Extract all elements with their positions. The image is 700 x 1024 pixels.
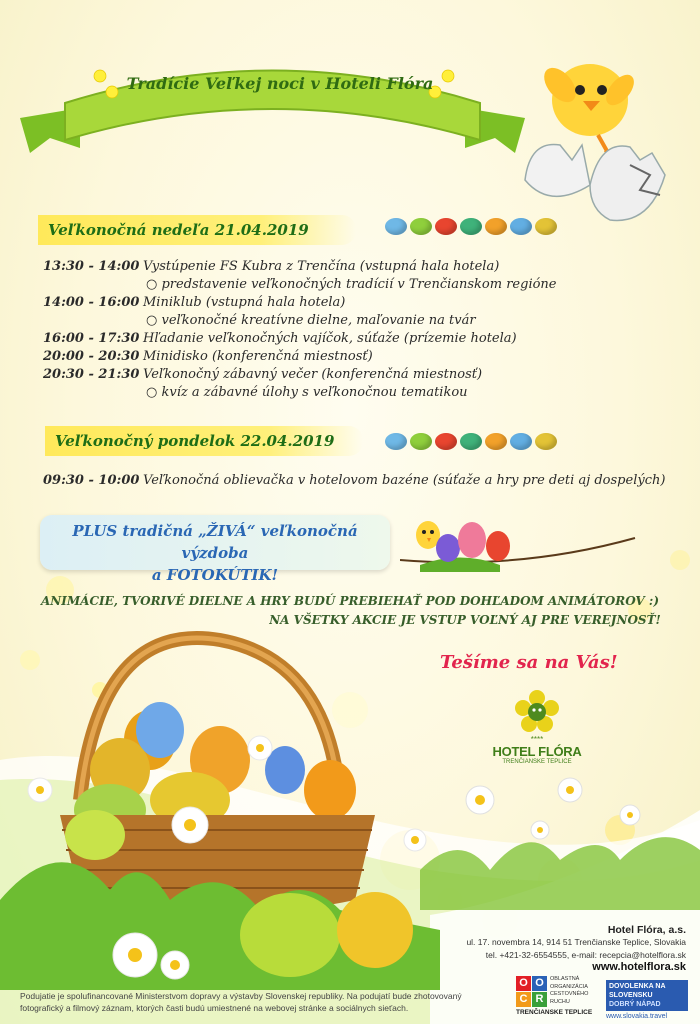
easter-egg-icon xyxy=(510,218,532,235)
oocr-town: TRENČIANSKE TEPLICE xyxy=(516,1009,593,1016)
egg-row xyxy=(385,218,557,235)
easter-egg-icon xyxy=(510,433,532,450)
company-website[interactable]: www.hotelflora.sk xyxy=(592,961,686,973)
easter-egg-icon xyxy=(385,433,407,450)
schedule-activity: ○ kvíz a zábavné úlohy s veľkonočnou tematikou xyxy=(146,385,468,400)
footer-note: Podujatie je spolufinancované Ministerstvom dopravy a výstavby Slovenskej republiky. Na podujatí bude zhotovovaný fotografický a filmový záznam, ktorých časti budú umiestnené na webovej stránke a sociálnych sieťach. xyxy=(20,991,462,1013)
sunday-header-label: Veľkonočná nedeľa 21.04.2019 xyxy=(48,221,309,239)
schedule-row xyxy=(43,472,683,490)
oocr-text-4: RUCHU xyxy=(550,998,570,1005)
flower-logo-icon xyxy=(514,690,560,734)
hotel-logo-stars: **** xyxy=(530,735,544,744)
easter-egg-icon xyxy=(435,433,457,450)
egg-row xyxy=(385,433,557,450)
hotel-logo-name: HOTEL FLÓRA xyxy=(492,744,582,759)
monday-header xyxy=(45,426,363,456)
dovolenka-web[interactable]: www.slovakia.travel xyxy=(606,1013,668,1020)
oocr-text-3: CESTOVNÉHO xyxy=(550,991,589,997)
easter-egg-icon xyxy=(435,218,457,235)
notice-line-2: NA VŠETKY AKCIE JE VSTUP VOĽNÝ AJ PRE VEREJNOSŤ! xyxy=(269,613,661,627)
schedule-activity: Vystúpenie FS Kubra z Trenčína (vstupná hala hotela) xyxy=(143,259,500,274)
schedule-activity: ○ predstavenie veľkonočných tradícií v Trenčianskom regióne xyxy=(146,277,557,292)
schedule-row xyxy=(43,294,663,312)
notice-line-1: ANIMÁCIE, TVORIVÉ DIELNE A HRY BUDÚ PREBIEHAŤ POD DOHĽADOM ANIMÁTOROV :) xyxy=(40,594,660,608)
schedule-time: 13:30 - 14:00 xyxy=(43,259,140,274)
easter-egg-icon xyxy=(460,433,482,450)
sunday-schedule xyxy=(43,258,663,402)
dovolenka-line-2: SLOVENSKU xyxy=(609,992,653,999)
easter-egg-icon xyxy=(460,218,482,235)
dovolenka-line-1: DOVOLENKA NA xyxy=(609,983,666,990)
schedule-time: 16:00 - 17:30 xyxy=(43,331,140,346)
schedule-time: 20:00 - 20:30 xyxy=(43,349,140,364)
easter-egg-icon xyxy=(410,433,432,450)
schedule-row xyxy=(43,330,663,348)
dovolenka-line-3: DOBRÝ NÁPAD xyxy=(609,1001,661,1008)
schedule-time: 20:30 - 21:30 xyxy=(43,367,140,382)
monday-schedule xyxy=(43,472,683,490)
oocr-letter-2: O xyxy=(532,976,547,991)
title-banner xyxy=(20,48,525,153)
schedule-activity: Veľkonočný zábavný večer (konferenčná miestnosť) xyxy=(143,367,483,382)
oocr-letter-4: R xyxy=(532,992,547,1007)
schedule-activity: Minidisko (konferenčná miestnosť) xyxy=(143,349,373,364)
schedule-time: 09:30 - 10:00 xyxy=(43,473,140,488)
easter-nest-illustration xyxy=(400,510,640,585)
easter-egg-icon xyxy=(535,218,557,235)
plus-line-2: a FOTOKÚTIK! xyxy=(151,566,279,584)
plus-decoration-box xyxy=(40,515,390,584)
schedule-activity: Hľadanie veľkonočných vajíčok, súťaže (prízemie hotela) xyxy=(143,331,517,346)
schedule-row xyxy=(43,258,663,276)
chick-illustration xyxy=(520,35,670,235)
hotel-logo-sub: TRENČIANSKE TEPLICE xyxy=(502,759,572,765)
oocr-text-2: ORGANIZÁCIA xyxy=(550,983,588,990)
oocr-letter-1: O xyxy=(516,976,531,991)
sunday-header xyxy=(38,215,356,245)
easter-egg-icon xyxy=(485,433,507,450)
page-title: Tradície Veľkej noci v Hoteli Flóra xyxy=(126,74,434,93)
plus-line-1: PLUS tradičná „ŽIVÁ“ veľkonočná výzdoba xyxy=(72,522,358,562)
oocr-letter-3: C xyxy=(516,992,531,1007)
greeting: Tešíme sa na Vás! xyxy=(440,652,618,673)
company-name: Hotel Flóra, a.s. xyxy=(607,924,686,936)
schedule-activity: Miniklub (vstupná hala hotela) xyxy=(143,295,346,310)
schedule-time: 14:00 - 16:00 xyxy=(43,295,140,310)
company-address: ul. 17. novembra 14, 914 51 Trenčianske Teplice, Slovakia xyxy=(466,937,686,947)
schedule-row xyxy=(43,312,663,330)
easter-egg-icon xyxy=(535,433,557,450)
schedule-activity: ○ veľkonočné kreatívne dielne, maľovanie na tvár xyxy=(146,313,476,328)
easter-egg-icon xyxy=(385,218,407,235)
contact-block xyxy=(356,924,686,973)
company-phone-email: tel. +421-32-6554555, e-mail: recepcia@hotelflora.sk xyxy=(485,950,686,960)
daisies-decor xyxy=(420,760,700,910)
easter-egg-icon xyxy=(410,218,432,235)
schedule-activity: Veľkonočná oblievačka v hotelovom bazéne (súťaže a hry pre deti aj dospelých) xyxy=(143,473,666,488)
monday-header-label: Veľkonočný pondelok 22.04.2019 xyxy=(55,432,335,450)
schedule-row xyxy=(43,348,663,366)
schedule-row xyxy=(43,384,663,402)
notice-text xyxy=(20,592,680,630)
oocr-text-1: OBLASTNÁ xyxy=(550,976,580,982)
oocr-logo xyxy=(516,976,600,1020)
dovolenka-logo xyxy=(606,980,688,1020)
hotel-logo xyxy=(482,690,592,765)
schedule-row xyxy=(43,276,663,294)
easter-egg-icon xyxy=(485,218,507,235)
schedule-row xyxy=(43,366,663,384)
